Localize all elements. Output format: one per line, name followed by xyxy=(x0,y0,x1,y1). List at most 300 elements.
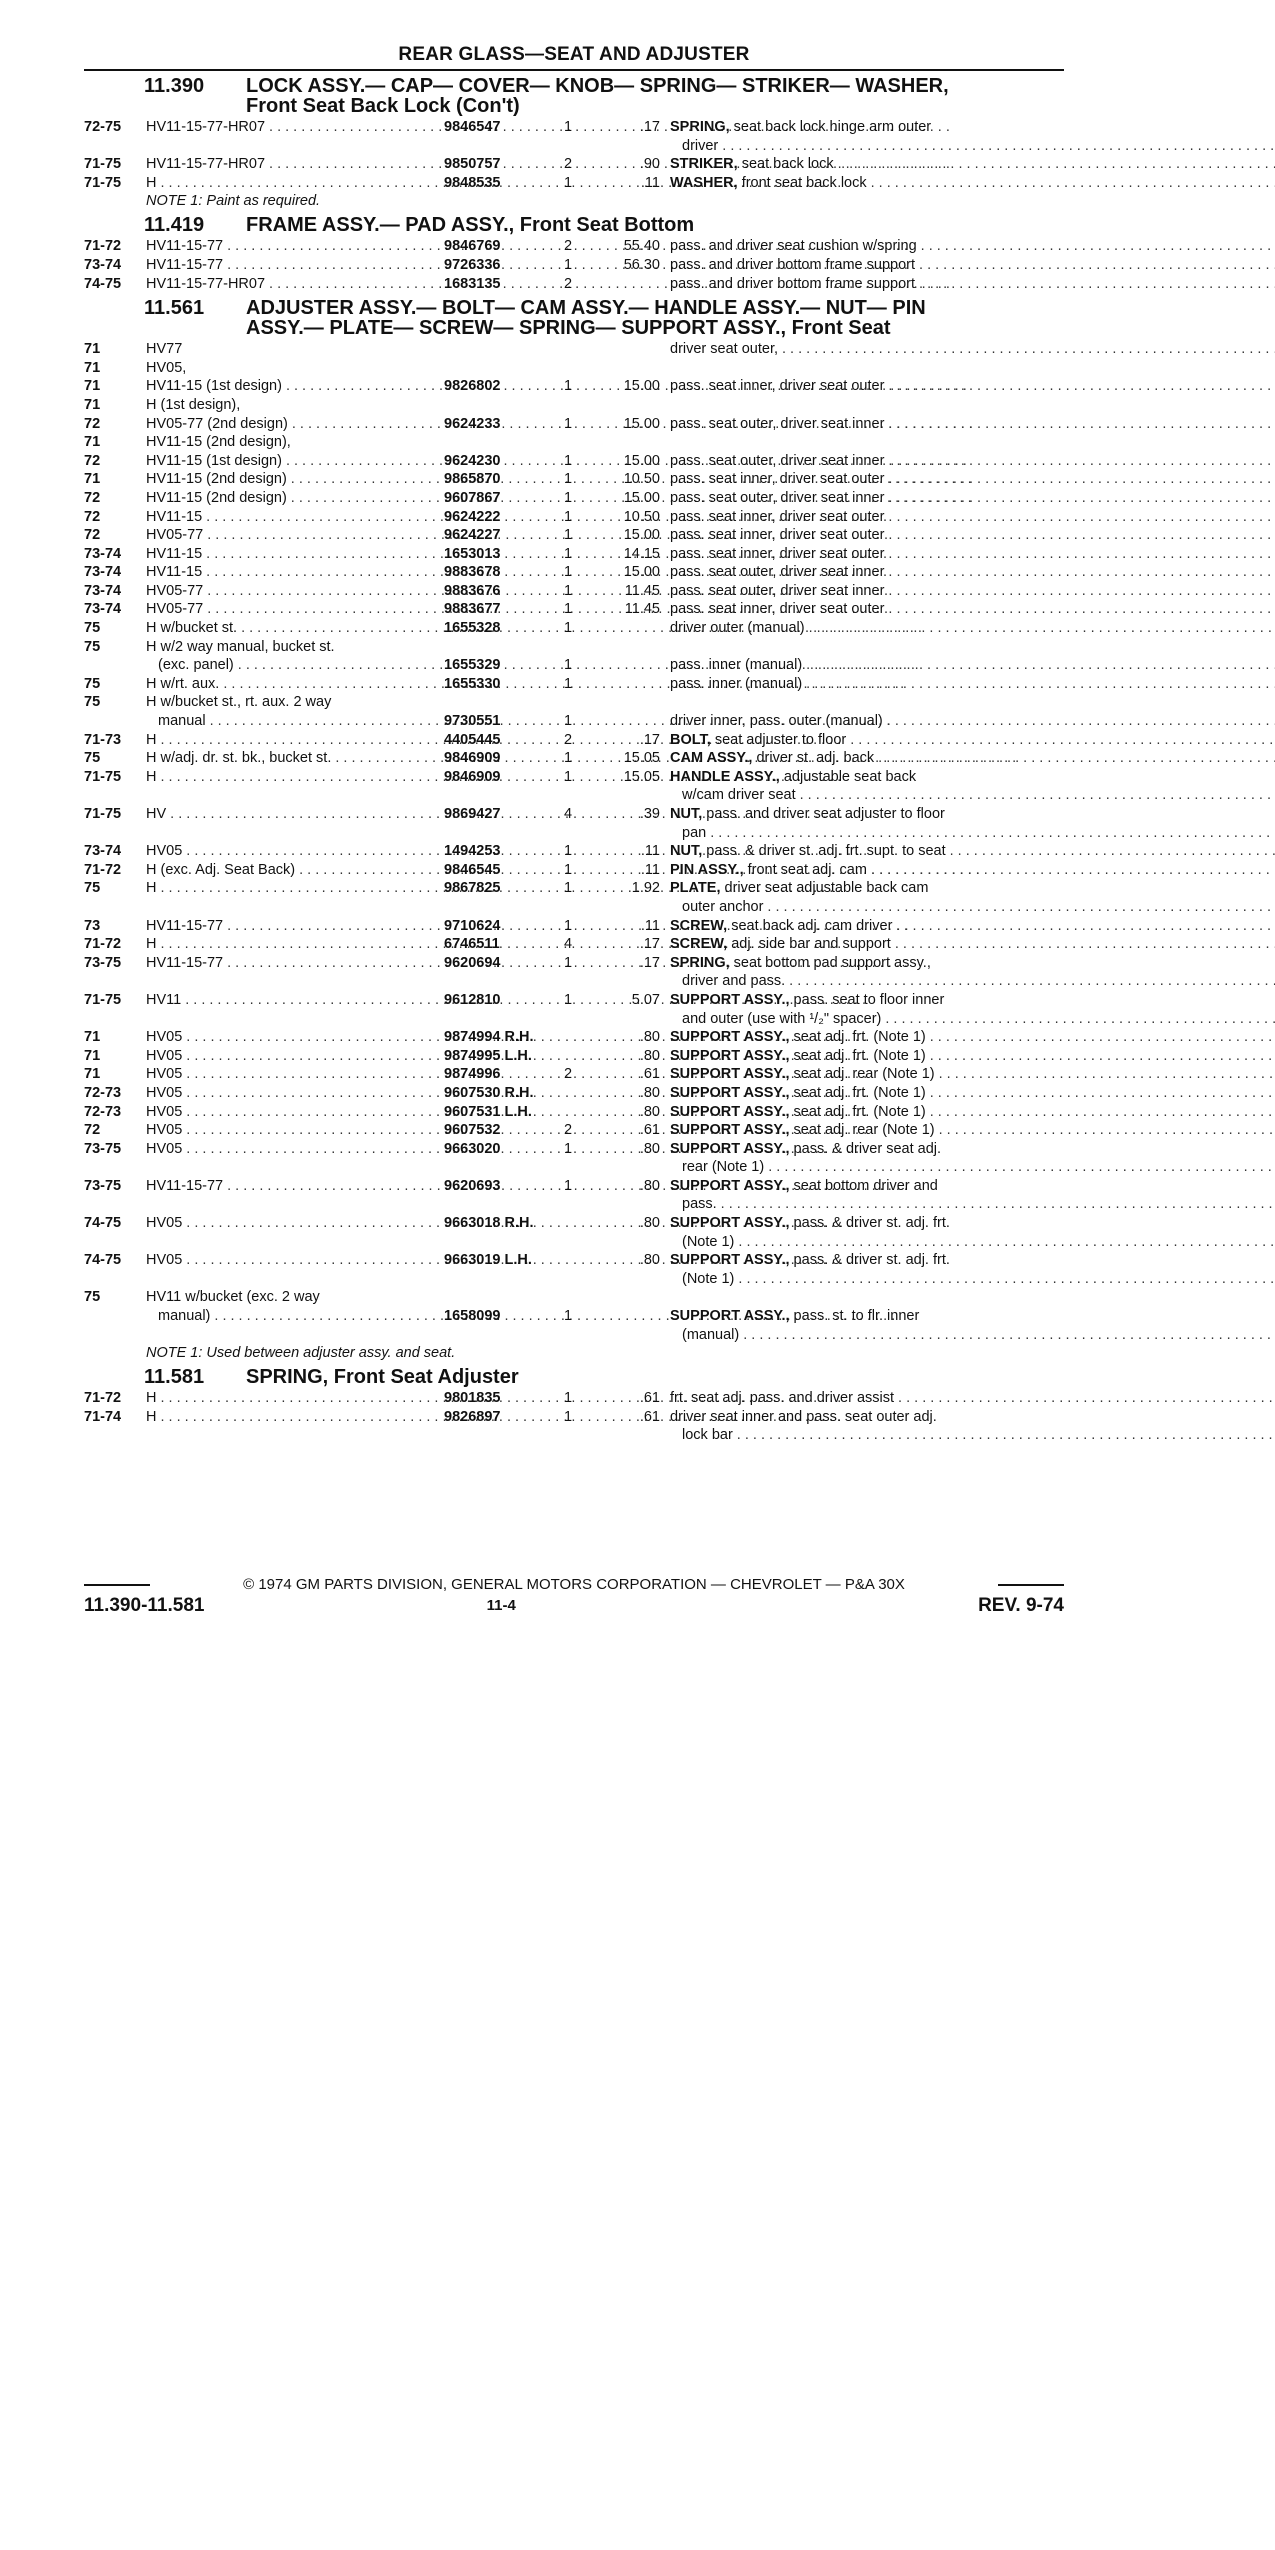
model-years: 71 xyxy=(84,1066,101,1083)
description-text xyxy=(670,118,931,137)
description-text xyxy=(670,1028,926,1047)
part-detail: pass. and driver bottom frame support xyxy=(670,256,916,273)
part-detail: outer anchor xyxy=(682,898,764,915)
model-applicability xyxy=(146,1214,444,1233)
part-number: 9883678 xyxy=(444,564,501,581)
model-text: H xyxy=(146,1390,157,1407)
model-applicability xyxy=(146,340,444,359)
quantity: 1 xyxy=(563,750,573,767)
description-text xyxy=(670,582,884,601)
section-heading xyxy=(84,76,1064,116)
dot-leader xyxy=(717,1195,1275,1214)
quantity: 1 xyxy=(563,1308,573,1325)
part-row xyxy=(84,731,1064,750)
section-title-line: FRAME ASSY.— PAD ASSY., Front Seat Bottom xyxy=(246,214,695,237)
footer-rule-right xyxy=(998,1584,1064,1586)
model-text: HV11-15 xyxy=(146,564,203,581)
part-detail: seat bottom driver and xyxy=(789,1177,938,1194)
part-detail: pass. seat inner, driver seat outer xyxy=(670,527,885,544)
model-text: HV05 xyxy=(146,1103,183,1120)
model-years: 72 xyxy=(84,489,101,506)
price: 15.00 xyxy=(623,489,660,506)
section-number: 11.390 xyxy=(144,75,205,97)
part-description xyxy=(670,256,1275,275)
part-number: 9826897 xyxy=(444,1408,501,1425)
description-line xyxy=(670,842,1275,861)
part-description xyxy=(670,991,1275,1028)
part-number: 9607867 xyxy=(444,489,501,506)
part-row xyxy=(84,256,1064,275)
description-line xyxy=(670,786,1275,805)
part-row xyxy=(84,935,1064,954)
part-detail: w/cam driver seat xyxy=(682,787,796,804)
part-number: 9874996 xyxy=(444,1066,501,1083)
description-text xyxy=(670,1010,881,1029)
model-text: HV05-77 xyxy=(146,527,204,544)
part-detail: adj. side bar and support xyxy=(727,936,891,953)
model-lines xyxy=(146,433,444,452)
description-text xyxy=(670,1195,717,1214)
dot-leader xyxy=(733,1426,1275,1445)
footer-bottom xyxy=(84,1595,1064,1617)
part-detail: pass. st. to flr. inner xyxy=(789,1308,920,1325)
section-title-line: Front Seat Back Lock (Con't) xyxy=(246,95,520,117)
part-number: 9826802 xyxy=(444,378,501,395)
part-description xyxy=(670,619,1275,638)
part-number: 6746511 xyxy=(444,936,500,953)
description-text xyxy=(670,786,796,805)
description-line xyxy=(670,377,1275,396)
part-row xyxy=(84,1389,1064,1408)
dot-leader xyxy=(846,731,1275,750)
part-number: 1658099 xyxy=(444,1308,501,1325)
part-detail: pass. and driver bottom frame support xyxy=(670,275,916,292)
part-name: SUPPORT ASSY., xyxy=(670,1029,790,1046)
description-line xyxy=(670,155,1275,174)
part-name: SUPPORT ASSY., xyxy=(670,1122,790,1139)
quantity: 1 xyxy=(563,256,573,273)
section-title xyxy=(246,1367,1064,1387)
part-name: CAM ASSY., xyxy=(670,750,753,767)
model-years: 71-75 xyxy=(84,991,122,1008)
part-detail: driver seat adjustable back cam xyxy=(720,880,929,897)
description-line xyxy=(670,805,1275,824)
dot-leader xyxy=(884,582,1275,601)
model-text: H (exc. Adj. Seat Back) xyxy=(146,861,296,878)
model-years: 71-72 xyxy=(84,936,122,953)
part-detail: pass. seat inner, driver seat outer xyxy=(670,378,885,395)
model-applicability xyxy=(146,675,444,694)
description-text xyxy=(670,174,867,193)
model-text: H xyxy=(146,936,157,953)
dot-leader xyxy=(935,1065,1275,1084)
description-text xyxy=(670,972,785,991)
model-applicability xyxy=(146,377,444,396)
part-detail: pass. seat inner, driver seat outer xyxy=(670,601,885,618)
model-text: HV05-77 xyxy=(146,582,204,599)
part-name: SUPPORT ASSY., xyxy=(670,1047,790,1064)
model-text: manual) xyxy=(158,1308,211,1325)
part-number: 9848535 xyxy=(444,174,501,191)
description-line xyxy=(670,619,1275,638)
dot-leader xyxy=(884,563,1275,582)
dot-leader xyxy=(796,786,1275,805)
part-detail: lock bar xyxy=(682,1427,733,1444)
part-name: SUPPORT ASSY., xyxy=(670,991,790,1008)
model-text: HV11-15-77 xyxy=(146,1177,224,1194)
description-line xyxy=(670,656,1275,675)
part-name: SUPPORT ASSY., xyxy=(670,1215,790,1232)
quantity: 4 xyxy=(563,806,573,822)
model-years: 75 xyxy=(84,675,101,692)
dot-leader xyxy=(764,1158,1275,1177)
model-years: 72 xyxy=(84,527,101,544)
model-applicability xyxy=(146,118,444,137)
part-detail: pass. and driver seat cushion w/spring xyxy=(670,238,917,255)
model-text: HV11-15 (2nd design) xyxy=(146,489,287,506)
model-line xyxy=(146,359,444,378)
part-detail: pass. & driver st. adj. frt. xyxy=(789,1215,950,1232)
part-number: 9612810 xyxy=(444,991,501,1008)
part-row xyxy=(84,693,1064,730)
section-number: 11.561 xyxy=(144,297,205,320)
part-name: SCREW, xyxy=(670,936,728,953)
price: .11 xyxy=(640,917,660,934)
part-detail: seat adj. frt. (Note 1) xyxy=(789,1103,926,1120)
quantity: 1 xyxy=(563,768,573,785)
part-description xyxy=(670,805,1275,842)
part-row xyxy=(84,470,1064,489)
section-title xyxy=(246,76,1064,116)
dot-leader xyxy=(718,137,1275,156)
part-detail: driver st. adj. back xyxy=(752,750,875,767)
part-description xyxy=(670,237,1275,256)
description-line xyxy=(670,749,1275,768)
model-years: 75 xyxy=(84,638,101,655)
description-line xyxy=(670,600,1275,619)
dot-leader xyxy=(739,1326,1275,1345)
part-row xyxy=(84,768,1064,805)
description-text xyxy=(670,861,867,880)
part-description xyxy=(670,861,1275,880)
model-applicability xyxy=(146,1140,444,1159)
quantity: 1 xyxy=(563,1408,573,1425)
description-text xyxy=(670,415,884,434)
price: .11 xyxy=(640,843,660,860)
model-applicability xyxy=(146,256,444,275)
part-description xyxy=(670,600,1275,619)
section-range: 11.390-11.581 xyxy=(84,1595,205,1616)
price: 11.45 xyxy=(624,601,660,618)
description-line xyxy=(670,137,1275,156)
price xyxy=(590,1288,670,1307)
part-description xyxy=(670,749,1275,768)
part-name: NUT, xyxy=(670,843,703,860)
part-detail: front seat adj. cam xyxy=(743,861,867,878)
dot-leader xyxy=(915,256,1275,275)
part-name: NUT, xyxy=(670,806,703,822)
dot-leader xyxy=(778,340,1275,359)
model-years: 71 xyxy=(84,378,101,395)
price: .80 xyxy=(639,1029,660,1046)
part-row xyxy=(84,600,1064,619)
price: .17 xyxy=(639,119,660,135)
part-detail: adjustable seat back xyxy=(779,768,917,785)
description-text xyxy=(670,675,802,694)
description-text xyxy=(670,137,718,156)
model-text: H w/rt. aux. xyxy=(146,675,220,692)
description-line xyxy=(670,118,1275,137)
description-line xyxy=(670,489,1275,508)
model-years: 72 xyxy=(84,1122,101,1139)
model-line xyxy=(146,340,444,359)
part-detail: seat adj. frt. (Note 1) xyxy=(789,1084,926,1101)
model-years: 71 xyxy=(84,434,101,451)
description-line xyxy=(670,1158,1275,1177)
price: .11 xyxy=(640,861,660,878)
dot-leader xyxy=(884,489,1275,508)
model-text: HV11-15-77 xyxy=(146,917,224,934)
model-years: 71-72 xyxy=(84,861,122,878)
model-applicability xyxy=(146,174,444,193)
part-number: 9663018 R.H. xyxy=(444,1215,534,1232)
description-text xyxy=(670,917,892,936)
quantity: 1 xyxy=(563,991,573,1008)
part-row xyxy=(84,1140,1064,1177)
model-text: H w/bucket st., rt. aux. 2 way xyxy=(146,694,332,711)
model-lines xyxy=(146,359,444,378)
model-applicability xyxy=(146,749,444,768)
part-row xyxy=(84,508,1064,527)
model-years: 75 xyxy=(84,1289,101,1306)
description-line xyxy=(670,1251,1275,1270)
description-line xyxy=(670,1195,1275,1214)
dot-leader xyxy=(946,842,1275,861)
part-name: SUPPORT ASSY., xyxy=(670,1140,790,1157)
description-text xyxy=(670,1233,734,1252)
sections-container xyxy=(84,76,1064,1445)
model-applicability xyxy=(146,1251,444,1270)
quantity: 2 xyxy=(563,731,573,748)
model-applicability xyxy=(146,954,444,973)
price: .39 xyxy=(639,806,660,822)
part-description xyxy=(670,1288,1275,1344)
model-years: 73-75 xyxy=(84,1177,122,1194)
price xyxy=(590,693,670,712)
part-description xyxy=(670,1084,1275,1103)
part-row xyxy=(84,619,1064,638)
model-text: HV05 xyxy=(146,1066,183,1083)
part-detail: pass. seat outer, driver seat inner xyxy=(670,452,885,469)
dot-leader xyxy=(874,749,1275,768)
part-row xyxy=(84,1084,1064,1103)
part-name: HANDLE ASSY., xyxy=(670,768,780,785)
model-applicability xyxy=(146,155,444,174)
model-text: HV11 xyxy=(146,991,182,1008)
model-text: H xyxy=(146,174,157,191)
part-number: 9710624 xyxy=(444,917,501,934)
part-row xyxy=(84,1103,1064,1122)
quantity: 1 xyxy=(563,582,573,599)
model-text: HV05-77 (2nd design) xyxy=(146,415,288,432)
description-text xyxy=(670,749,874,768)
description-text xyxy=(670,377,884,396)
part-row xyxy=(84,396,1064,415)
part-description xyxy=(670,489,1275,508)
model-years: 72-73 xyxy=(84,1084,122,1101)
part-description xyxy=(670,768,1275,805)
part-name: SPRING, xyxy=(670,119,730,135)
quantity: 1 xyxy=(563,620,573,637)
part-detail: pass. and driver seat adjuster to floor xyxy=(702,806,945,822)
part-number: 9624233 xyxy=(444,415,501,432)
model-text: HV05-77 xyxy=(146,601,204,618)
description-text xyxy=(670,1177,938,1196)
dot-leader xyxy=(805,619,1275,638)
price: .61 xyxy=(639,1066,660,1083)
model-lines xyxy=(146,340,444,359)
model-line xyxy=(146,433,444,452)
part-detail: and outer (use with ¹/₂" spacer) xyxy=(682,1010,882,1027)
description-line xyxy=(670,879,1275,898)
dot-leader xyxy=(892,917,1275,936)
dot-leader xyxy=(926,1103,1275,1122)
part-detail: rear (Note 1) xyxy=(682,1159,765,1176)
model-applicability xyxy=(146,1121,444,1140)
part-number: 1494253 xyxy=(444,843,501,860)
model-text: HV11-15-77 xyxy=(146,238,224,255)
part-number: 1653013 xyxy=(444,545,501,562)
description-text xyxy=(670,1426,733,1445)
section-number: 11.419 xyxy=(144,214,205,237)
part-description xyxy=(670,526,1275,545)
part-row xyxy=(84,377,1064,396)
model-applicability xyxy=(146,991,444,1010)
model-applicability xyxy=(146,731,444,750)
section-title-line: ADJUSTER ASSY.— BOLT— CAM ASSY.— HANDLE ASSY.— NUT— PIN xyxy=(246,297,926,320)
model-line xyxy=(146,396,444,415)
description-line xyxy=(670,1426,1275,1445)
model-applicability xyxy=(146,1177,444,1196)
model-applicability xyxy=(146,917,444,936)
part-number: 9846547 xyxy=(444,119,501,135)
part-detail: seat adjuster to floor xyxy=(710,731,847,748)
part-number: 9607531 L.H. xyxy=(444,1103,532,1120)
part-description xyxy=(670,155,1275,174)
description-line xyxy=(670,972,1275,991)
part-detail: pass. seat outer, driver seat inner xyxy=(670,489,885,506)
description-text xyxy=(670,452,884,471)
dot-leader xyxy=(884,526,1275,545)
running-header: REAR GLASS—SEAT AND ADJUSTER xyxy=(398,44,750,65)
price: 15.00 xyxy=(623,564,660,581)
model-text: HV11-15 (2nd design), xyxy=(146,434,291,451)
model-years: 71-72 xyxy=(84,238,122,255)
model-years: 74-75 xyxy=(84,1215,122,1232)
description-text xyxy=(670,545,884,564)
quantity: 2 xyxy=(563,275,573,292)
model-years: 75 xyxy=(84,694,101,711)
part-description xyxy=(670,563,1275,582)
description-line xyxy=(670,470,1275,489)
model-applicability xyxy=(146,693,444,730)
price: .11 xyxy=(640,174,660,191)
part-row xyxy=(84,582,1064,601)
model-years: 71 xyxy=(84,1047,101,1064)
price: .80 xyxy=(639,1047,660,1064)
part-detail: seat adj. frt. (Note 1) xyxy=(789,1047,926,1064)
part-description xyxy=(670,118,1275,155)
model-applicability xyxy=(146,563,444,582)
part-number: 9624227 xyxy=(444,527,501,544)
dot-leader xyxy=(884,600,1275,619)
model-applicability xyxy=(146,1389,444,1408)
description-text xyxy=(670,954,931,973)
description-text xyxy=(670,1158,764,1177)
model-years: 73-74 xyxy=(84,256,122,273)
model-text: HV11 w/bucket (exc. 2 way xyxy=(146,1289,320,1306)
dot-leader xyxy=(917,237,1275,256)
model-years: 73-74 xyxy=(84,843,122,860)
part-description xyxy=(670,954,1275,991)
part-row xyxy=(84,749,1064,768)
part-detail: pass. seat outer, driver seat inner xyxy=(670,582,885,599)
part-detail: pass. seat outer, driver seat inner xyxy=(670,415,885,432)
price: 1.92 xyxy=(631,880,660,897)
model-applicability xyxy=(146,1047,444,1066)
part-number: 1655329 xyxy=(444,657,501,674)
dot-leader xyxy=(867,861,1275,880)
model-applicability xyxy=(146,526,444,545)
price: 15.05 xyxy=(623,768,660,785)
quantity: 1 xyxy=(563,843,573,860)
price: .61 xyxy=(639,1122,660,1139)
part-number: 1655330 xyxy=(444,675,501,692)
price: .80 xyxy=(639,1177,660,1194)
quantity: 1 xyxy=(563,545,573,562)
part-number: 9867825 xyxy=(444,880,501,897)
description-text xyxy=(670,1140,941,1159)
price: .80 xyxy=(639,1140,660,1157)
quantity: 1 xyxy=(563,527,573,544)
description-line xyxy=(670,1177,1275,1196)
model-years: 73 xyxy=(84,917,101,934)
model-applicability xyxy=(146,638,444,675)
description-line xyxy=(670,256,1275,275)
model-years: 74-75 xyxy=(84,1252,122,1269)
part-detail: seat back lock xyxy=(737,156,834,173)
part-row xyxy=(84,526,1064,545)
part-description xyxy=(670,675,1275,694)
description-text xyxy=(670,1047,926,1066)
quantity: 1 xyxy=(563,954,573,971)
footer-copyright-line xyxy=(84,1576,1064,1593)
description-text xyxy=(670,842,946,861)
part-detail: seat adj. frt. (Note 1) xyxy=(789,1029,926,1046)
dot-leader xyxy=(891,935,1275,954)
part-description xyxy=(670,174,1275,193)
part-row xyxy=(84,545,1064,564)
model-text: HV11-15-77 xyxy=(146,256,224,273)
dot-leader xyxy=(883,712,1275,731)
part-row xyxy=(84,1408,1064,1445)
part-detail: driver seat outer, xyxy=(670,341,778,358)
part-row xyxy=(84,1177,1064,1214)
part-row xyxy=(84,1288,1064,1344)
model-years: 73-74 xyxy=(84,564,122,581)
quantity: 1 xyxy=(563,508,573,525)
price: .17 xyxy=(639,954,660,971)
